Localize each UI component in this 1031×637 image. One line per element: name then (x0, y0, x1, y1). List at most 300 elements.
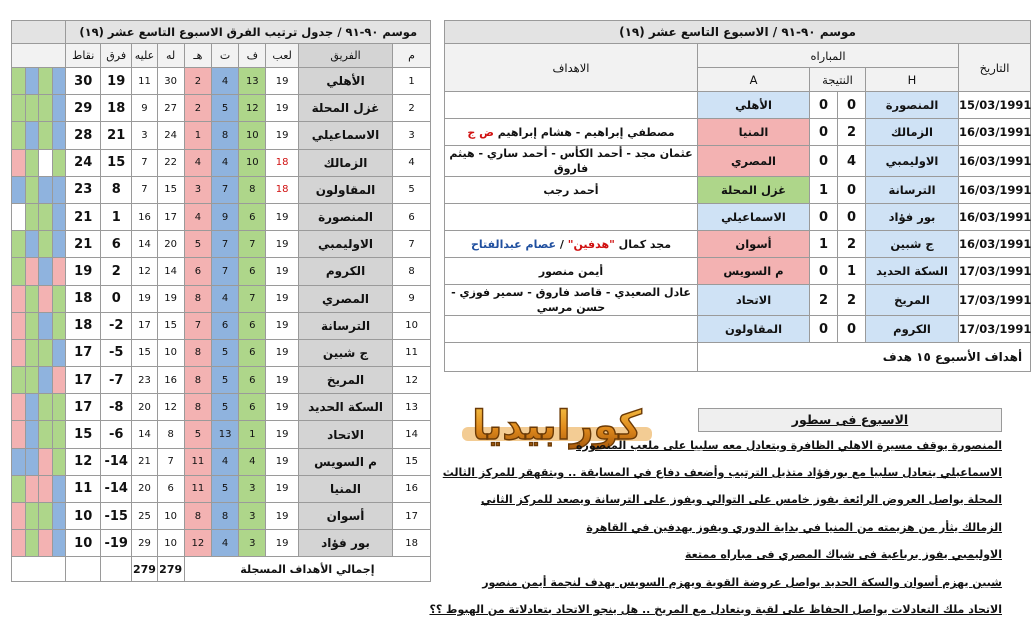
team-won: 8 (239, 176, 266, 203)
form-cell (52, 258, 66, 285)
team-goals-against: 20 (132, 394, 157, 421)
news-item: المنصورة يوقف مسيرة الاهلي الظافرة ويتعادل معه سلبيا على ملعب المنصورة (576, 439, 1002, 452)
header-for: له (157, 44, 184, 68)
standings-row (12, 394, 431, 421)
scorers-cell (445, 316, 698, 343)
form-cell (12, 448, 26, 475)
team-goals-for: 22 (157, 149, 184, 176)
away-team: الاتحاد (698, 285, 810, 316)
away-team: المصري (698, 146, 810, 177)
team-name: غزل المحلة (298, 95, 392, 122)
home-team: الزمالك (866, 119, 959, 146)
home-goals: 4 (838, 146, 866, 177)
team-goal-diff: 19 (101, 68, 132, 95)
scorers-sep: / (556, 237, 568, 251)
away-goals: 0 (810, 258, 838, 285)
result-row (445, 146, 1031, 177)
team-lost: 8 (184, 503, 211, 530)
team-points: 29 (66, 95, 101, 122)
team-goal-diff: -14 (101, 475, 132, 502)
standings-row (12, 339, 431, 366)
team-name: أسوان (298, 503, 392, 530)
team-lost: 8 (184, 339, 211, 366)
scorers-cell (445, 258, 698, 285)
team-lost: 2 (184, 68, 211, 95)
team-rank: 16 (393, 475, 431, 502)
match-date: 17/03/1991 (959, 316, 1031, 343)
team-points: 23 (66, 176, 101, 203)
standings-title: موسم ٩٠-٩١ / جدول ترتيب الفرق الاسبوع التاسع عشر (١٩) (66, 21, 431, 44)
form-cell (12, 503, 26, 530)
form-cell (39, 258, 53, 285)
team-drawn: 4 (211, 448, 238, 475)
team-rank: 11 (393, 339, 431, 366)
form-cell (39, 312, 53, 339)
form-cell (39, 367, 53, 394)
team-won: 1 (239, 421, 266, 448)
team-name: المقاولون (298, 176, 392, 203)
header-date: التاريخ (959, 44, 1031, 92)
home-team: الكروم (866, 316, 959, 343)
team-lost: 12 (184, 530, 211, 557)
form-cell (25, 448, 39, 475)
form-cell (12, 530, 26, 557)
team-goals-against: 25 (132, 503, 157, 530)
form-cell (25, 339, 39, 366)
header-drawn: ت (211, 44, 238, 68)
team-goals-against: 7 (132, 176, 157, 203)
team-drawn: 5 (211, 394, 238, 421)
team-drawn: 8 (211, 122, 238, 149)
scorers-cell (445, 146, 698, 177)
team-goals-for: 7 (157, 448, 184, 475)
home-team: بور فؤاد (866, 204, 959, 231)
form-cell (12, 95, 26, 122)
team-lost: 8 (184, 394, 211, 421)
standings-row (12, 421, 431, 448)
team-goal-diff: -15 (101, 503, 132, 530)
team-played: 19 (266, 530, 298, 557)
team-played: 19 (266, 421, 298, 448)
form-cell (25, 312, 39, 339)
result-row (445, 119, 1031, 146)
scorers-text: مصطفي إبراهيم - هشام إبراهيم (497, 125, 675, 139)
team-goals-for: 10 (157, 503, 184, 530)
team-name: المريخ (298, 367, 392, 394)
standings-row (12, 149, 431, 176)
form-cell (25, 394, 39, 421)
team-goals-for: 15 (157, 312, 184, 339)
total-against: 279 (132, 557, 157, 582)
team-goals-against: 14 (132, 231, 157, 258)
form-cell (12, 339, 26, 366)
team-goals-against: 23 (132, 367, 157, 394)
team-points: 12 (66, 448, 101, 475)
form-cell (12, 421, 26, 448)
home-goals: 2 (838, 231, 866, 258)
team-rank: 7 (393, 231, 431, 258)
team-played: 19 (266, 475, 298, 502)
form-cell (12, 176, 26, 203)
form-cell (25, 421, 39, 448)
total-label: إجمالي الأهداف المسجلة (184, 557, 430, 582)
match-date: 16/03/1991 (959, 204, 1031, 231)
team-rank: 17 (393, 503, 431, 530)
team-goals-for: 6 (157, 475, 184, 502)
form-cell (12, 394, 26, 421)
team-goals-for: 12 (157, 394, 184, 421)
form-cell (39, 475, 53, 502)
team-drawn: 4 (211, 68, 238, 95)
team-won: 10 (239, 122, 266, 149)
header-rank: م (393, 44, 431, 68)
team-played: 19 (266, 367, 298, 394)
scorers-text: عادل الصعيدي - قاصد فاروق - سمير فوزي - حسن مرسي (451, 286, 691, 314)
team-name: السكة الحديد (298, 394, 392, 421)
news-title: الاسبوع فى سطور (698, 408, 1002, 432)
team-drawn: 4 (211, 149, 238, 176)
team-lost: 6 (184, 258, 211, 285)
team-goals-against: 16 (132, 203, 157, 230)
form-cell (52, 122, 66, 149)
team-goals-against: 20 (132, 475, 157, 502)
team-played: 19 (266, 285, 298, 312)
match-date: 16/03/1991 (959, 119, 1031, 146)
header-lost: هـ (184, 44, 211, 68)
form-cell (12, 203, 26, 230)
scorers-note: ض ج (467, 125, 494, 139)
team-points: 17 (66, 367, 101, 394)
scorers-cell (445, 285, 698, 316)
team-played: 19 (266, 448, 298, 475)
standings-row (12, 176, 431, 203)
team-goals-against: 3 (132, 122, 157, 149)
team-goal-diff: 1 (101, 203, 132, 230)
team-goal-diff: 15 (101, 149, 132, 176)
home-goals: 0 (838, 316, 866, 343)
away-goals: 0 (810, 316, 838, 343)
team-goal-diff: -14 (101, 448, 132, 475)
away-team: الاسماعيلي (698, 204, 810, 231)
team-name: الترسانة (298, 312, 392, 339)
team-goals-for: 27 (157, 95, 184, 122)
team-points: 28 (66, 122, 101, 149)
form-cell (25, 203, 39, 230)
form-cell (52, 203, 66, 230)
team-name: الأهلي (298, 68, 392, 95)
form-cell (39, 530, 53, 557)
away-team: غزل المحلة (698, 177, 810, 204)
away-goals: 2 (810, 285, 838, 316)
away-goals: 0 (810, 204, 838, 231)
team-played: 19 (266, 203, 298, 230)
standings-row (12, 475, 431, 502)
standings-row (12, 95, 431, 122)
form-cell (12, 475, 26, 502)
form-cell (39, 421, 53, 448)
team-drawn: 5 (211, 95, 238, 122)
team-rank: 8 (393, 258, 431, 285)
total-blank (66, 557, 101, 582)
team-lost: 2 (184, 95, 211, 122)
away-goals: 0 (810, 92, 838, 119)
away-team: المقاولون (698, 316, 810, 343)
team-played: 19 (266, 95, 298, 122)
form-cell (12, 285, 26, 312)
team-drawn: 7 (211, 176, 238, 203)
standings-row (12, 68, 431, 95)
team-lost: 11 (184, 448, 211, 475)
team-goals-for: 20 (157, 231, 184, 258)
away-goals: 0 (810, 146, 838, 177)
header-match: المباراه (698, 44, 959, 68)
team-rank: 2 (393, 95, 431, 122)
week-goals: أهداف الأسبوع ١٥ هدف (698, 343, 1031, 372)
form-cell (25, 285, 39, 312)
home-goals: 0 (838, 204, 866, 231)
team-won: 7 (239, 285, 266, 312)
match-date: 17/03/1991 (959, 285, 1031, 316)
team-name: بور فؤاد (298, 530, 392, 557)
form-header-blank (12, 21, 66, 44)
home-goals: 2 (838, 119, 866, 146)
team-played: 19 (266, 394, 298, 421)
form-cell (52, 176, 66, 203)
team-goals-against: 21 (132, 448, 157, 475)
header-scorers: الاهداف (445, 44, 698, 92)
form-cell (25, 503, 39, 530)
standings-row (12, 530, 431, 557)
team-rank: 13 (393, 394, 431, 421)
team-name: الاتحاد (298, 421, 392, 448)
form-cell (52, 339, 66, 366)
team-rank: 3 (393, 122, 431, 149)
form-cell (52, 503, 66, 530)
form-cell (12, 367, 26, 394)
team-points: 21 (66, 203, 101, 230)
form-cell (52, 394, 66, 421)
team-name: المنصورة (298, 203, 392, 230)
form-cell (12, 258, 26, 285)
header-played: لعب (266, 44, 298, 68)
form-cell (25, 176, 39, 203)
news-item: المحلة يواصل العروض الرائعة بفوز خامس على التوالي ويفوز على الترسانة ويصعد للمركز الثاني (480, 493, 1002, 506)
team-rank: 10 (393, 312, 431, 339)
team-name: الزمالك (298, 149, 392, 176)
form-cell (39, 285, 53, 312)
team-name: المصري (298, 285, 392, 312)
team-lost: 3 (184, 176, 211, 203)
results-table (444, 20, 1031, 372)
team-played: 19 (266, 68, 298, 95)
form-cell (52, 149, 66, 176)
team-won: 6 (239, 367, 266, 394)
form-cell (52, 231, 66, 258)
header-home: H (866, 68, 959, 92)
team-won: 6 (239, 203, 266, 230)
team-goals-against: 12 (132, 258, 157, 285)
form-cell (12, 122, 26, 149)
total-blank (12, 557, 66, 582)
home-goals: 0 (838, 92, 866, 119)
form-cell (52, 312, 66, 339)
team-goals-for: 16 (157, 367, 184, 394)
news-item: شبين يهزم أسوان والسكة الحديد يواصل عروضة القوية ويهزم السويس بهدف لنجمة أيمن منصور (482, 576, 1002, 589)
team-won: 7 (239, 231, 266, 258)
scorers-second: عصام عبدالفتاح (470, 237, 557, 251)
form-header-blank (12, 44, 66, 68)
standings-row (12, 203, 431, 230)
form-cell (39, 339, 53, 366)
match-date: 16/03/1991 (959, 146, 1031, 177)
form-cell (52, 530, 66, 557)
form-cell (25, 122, 39, 149)
team-name: الاوليمبي (298, 231, 392, 258)
home-team: الاوليمبي (866, 146, 959, 177)
standings-row (12, 448, 431, 475)
form-cell (39, 68, 53, 95)
result-row (445, 177, 1031, 204)
header-result: النتيجة (810, 68, 866, 92)
team-goals-for: 17 (157, 203, 184, 230)
team-played: 19 (266, 503, 298, 530)
team-goals-against: 19 (132, 285, 157, 312)
scorers-cell (445, 119, 698, 146)
standings-body (12, 68, 431, 557)
home-goals: 0 (838, 177, 866, 204)
team-points: 24 (66, 149, 101, 176)
home-team: ج شبين (866, 231, 959, 258)
scorers-text: مجد كمال (618, 237, 672, 251)
news-item: الاسماعيلي يتعادل سلبيا مع بورفؤاد متذيل الترتيب وأضعف دفاع في المسابقة .. ويتقهقر للمركز الثالث (442, 466, 1002, 479)
team-rank: 4 (393, 149, 431, 176)
team-points: 17 (66, 394, 101, 421)
team-goals-against: 14 (132, 421, 157, 448)
form-cell (39, 149, 53, 176)
team-won: 6 (239, 394, 266, 421)
match-date: 17/03/1991 (959, 258, 1031, 285)
scorers-text: عثمان مجد - أحمد الكأس - أحمد ساري - هيثم فاروق (449, 147, 693, 175)
standings-table (11, 20, 431, 582)
standings-row (12, 367, 431, 394)
form-cell (39, 95, 53, 122)
team-goals-for: 30 (157, 68, 184, 95)
team-played: 19 (266, 312, 298, 339)
team-points: 11 (66, 475, 101, 502)
team-drawn: 7 (211, 258, 238, 285)
away-goals: 1 (810, 231, 838, 258)
form-cell (12, 312, 26, 339)
team-won: 13 (239, 68, 266, 95)
result-row (445, 204, 1031, 231)
header-away: A (698, 68, 810, 92)
team-lost: 7 (184, 312, 211, 339)
form-cell (39, 503, 53, 530)
team-lost: 8 (184, 285, 211, 312)
form-cell (39, 203, 53, 230)
team-name: الكروم (298, 258, 392, 285)
team-drawn: 6 (211, 312, 238, 339)
team-rank: 5 (393, 176, 431, 203)
team-points: 21 (66, 231, 101, 258)
team-won: 6 (239, 258, 266, 285)
form-cell (25, 258, 39, 285)
header-against: عليه (132, 44, 157, 68)
team-goal-diff: 2 (101, 258, 132, 285)
team-won: 3 (239, 475, 266, 502)
team-goals-for: 10 (157, 530, 184, 557)
team-played: 18 (266, 149, 298, 176)
team-won: 10 (239, 149, 266, 176)
team-drawn: 5 (211, 339, 238, 366)
team-played: 19 (266, 231, 298, 258)
team-drawn: 9 (211, 203, 238, 230)
scorers-cell (445, 204, 698, 231)
away-goals: 1 (810, 177, 838, 204)
team-goals-for: 15 (157, 176, 184, 203)
team-rank: 12 (393, 367, 431, 394)
form-cell (25, 149, 39, 176)
team-rank: 1 (393, 68, 431, 95)
home-goals: 1 (838, 258, 866, 285)
total-blank (101, 557, 132, 582)
news-item: الاوليمبي يفوز برباعية فى شباك المصري فى مباراه ممتعة (684, 548, 1002, 561)
away-team: الأهلي (698, 92, 810, 119)
away-team: المنيا (698, 119, 810, 146)
form-cell (39, 394, 53, 421)
team-goals-against: 15 (132, 339, 157, 366)
team-drawn: 7 (211, 231, 238, 258)
team-points: 10 (66, 530, 101, 557)
team-goal-diff: 21 (101, 122, 132, 149)
team-won: 6 (239, 312, 266, 339)
standings-row (12, 258, 431, 285)
team-lost: 4 (184, 203, 211, 230)
team-drawn: 4 (211, 530, 238, 557)
team-goal-diff: -19 (101, 530, 132, 557)
match-date: 16/03/1991 (959, 231, 1031, 258)
team-goal-diff: 6 (101, 231, 132, 258)
news-item: الزمالك يثأر من هزيمته من المنيا في بداية الدوري ويفوز بهدفين في القاهرة (586, 521, 1002, 534)
team-points: 19 (66, 258, 101, 285)
logo-text: كورابيديا (472, 403, 642, 449)
form-cell (52, 421, 66, 448)
match-date: 16/03/1991 (959, 177, 1031, 204)
standings-row (12, 503, 431, 530)
team-played: 18 (266, 176, 298, 203)
team-lost: 1 (184, 122, 211, 149)
team-goals-against: 29 (132, 530, 157, 557)
home-team: السكة الحديد (866, 258, 959, 285)
team-points: 15 (66, 421, 101, 448)
team-goal-diff: -5 (101, 339, 132, 366)
team-drawn: 5 (211, 475, 238, 502)
team-goal-diff: 0 (101, 285, 132, 312)
form-cell (25, 95, 39, 122)
team-goal-diff: -8 (101, 394, 132, 421)
form-cell (52, 68, 66, 95)
team-goals-against: 17 (132, 312, 157, 339)
footer-blank (445, 343, 698, 372)
total-for: 279 (157, 557, 184, 582)
team-points: 30 (66, 68, 101, 95)
team-goal-diff: -6 (101, 421, 132, 448)
form-cell (39, 448, 53, 475)
results-body (445, 92, 1031, 343)
form-cell (52, 367, 66, 394)
form-cell (12, 68, 26, 95)
team-goals-against: 9 (132, 95, 157, 122)
